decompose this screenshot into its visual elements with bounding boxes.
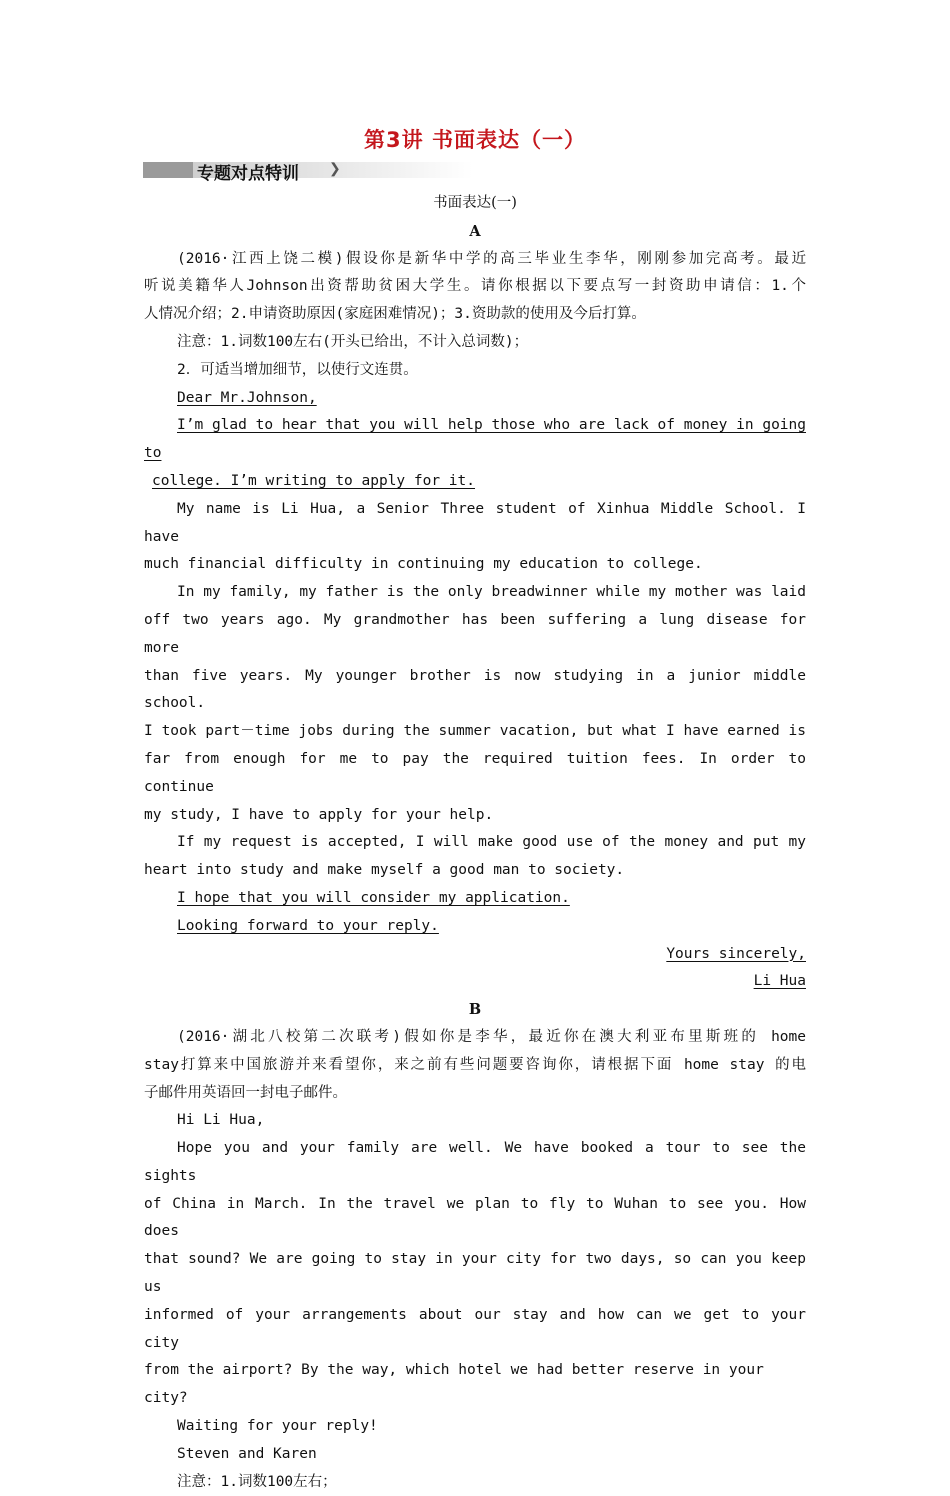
letter-opening-line-2 (144, 468, 806, 496)
section-b-label: B (468, 1001, 482, 1019)
letter-opening-text-1: I’m glad to hear that you will help those who are lack of money in going to (144, 417, 806, 462)
letter-signoff (144, 941, 806, 969)
para2-line-4: I took part－time jobs during the summer vacation, but what I have earned is (144, 723, 806, 740)
section-banner (143, 159, 473, 184)
para2-line-3: than five years. My younger brother is now studying in a junior middle school. (144, 667, 806, 712)
document-body (144, 190, 806, 1496)
para1-line-1: My name is Li Hua, a Senior Three student of Xinhua Middle School. I have (144, 500, 806, 545)
email-line-2: of China in March. In the travel we plan to fly to Wuhan to see you. How does (144, 1195, 806, 1240)
letter-opening-text-2: college. I’m writing to apply for it. (152, 472, 476, 489)
section-a-prompt-line-3: 人情况介绍；2.申请资助原因(家庭困难情况)；3.资助款的使用及今后打算。 (144, 306, 646, 323)
email-waiting: Waiting for your reply! (177, 1418, 378, 1435)
letter-signature (144, 968, 806, 996)
email-greeting: Hi Li Hua, (177, 1112, 265, 1129)
section-a-prompt-line-1: (2016·江西上饶二模)假设你是新华中学的高三毕业生李华，刚刚参加完高考。最近 (177, 250, 806, 267)
section-b-prompt-line-2: stay打算来中国旅游并来看望你，来之前有些问题要咨询你，请根据下面 home stay 的电 (144, 1056, 806, 1073)
letter-greeting-text: Dear Mr.Johnson, (177, 389, 317, 406)
letter-closing-text-1: I hope that you will consider my application. (177, 889, 570, 906)
section-b-note-1: 注意：1.词数100左右； (177, 1473, 337, 1490)
subheading: 书面表达(一) (433, 195, 517, 211)
letter-signoff-text: Yours sincerely, (666, 945, 806, 962)
para2-line-6: my study, I have to apply for your help. (144, 806, 494, 823)
letter-signature-text: Li Hua (753, 973, 806, 990)
para3-line-2: heart into study and make myself a good man to society. (144, 862, 625, 879)
banner-title: 专题对点特训 (197, 164, 299, 184)
banner-bar (143, 162, 193, 178)
email-line-5: from the airport? By the way, which hotel we had better reserve in your city? (144, 1362, 764, 1407)
letter-closing-2 (144, 913, 806, 941)
letter-closing-1 (144, 885, 806, 913)
lesson-title: 第3讲 书面表达（一） (364, 128, 586, 152)
email-line-1: Hope you and your family are well. We have booked a tour to see the sights (144, 1140, 806, 1184)
section-a-prompt-line-2: 听说美籍华人Johnson出资帮助贫困大学生。请你根据以下要点写一封资助申请信：1.个 (144, 278, 806, 295)
letter-closing-text-2: Looking forward to your reply. (177, 917, 439, 934)
para2-line-1: In my family, my father is the only breadwinner while my mother was laid (177, 584, 806, 601)
section-b-prompt-line-1: (2016·湖北八校第二次联考)假如你是李华，最近你在澳大利亚布里斯班的 home (177, 1028, 806, 1045)
para2-line-5: far from enough for me to pay the required tuition fees. In order to continue (144, 750, 806, 795)
letter-opening-line-1 (144, 412, 806, 468)
section-a-label: A (469, 222, 481, 240)
chevron-right-icon: ❯ (329, 161, 341, 177)
para2-line-2: off two years ago. My grandmother has been suffering a lung disease for more (144, 611, 806, 656)
email-line-4: informed of your arrangements about our stay and how can we get to your city (144, 1306, 806, 1351)
letter-greeting (144, 385, 806, 413)
section-b-prompt-line-3: 子邮件用英语回一封电子邮件。 (144, 1084, 347, 1101)
email-line-3: that sound? We are going to stay in your city for two days, so can you keep us (144, 1251, 806, 1296)
para1-line-2: much financial difficulty in continuing my education to college. (144, 556, 703, 573)
email-sender: Steven and Karen (177, 1445, 317, 1462)
para3-line-1: If my request is accepted, I will make good use of the money and put my (177, 834, 806, 851)
section-a-note-2: 2．可适当增加细节，以使行文连贯。 (177, 361, 418, 378)
section-a-note-1: 注意：1.词数100左右(开头已给出，不计入总词数)； (177, 333, 529, 350)
